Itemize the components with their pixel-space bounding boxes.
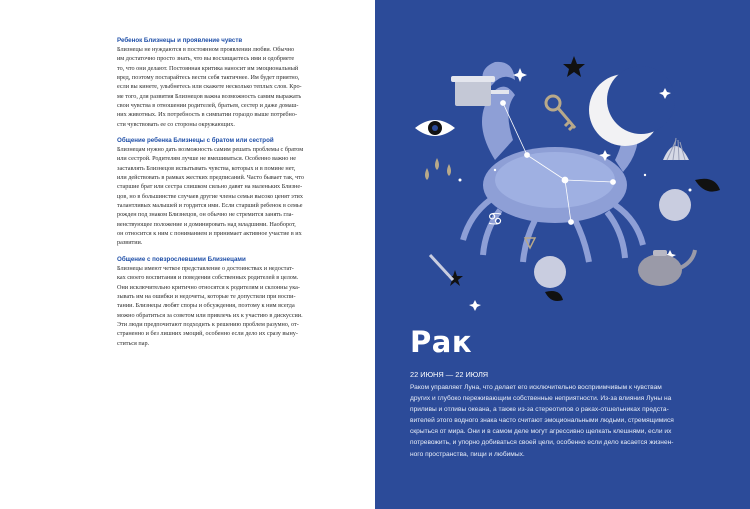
body-line: он относится к ним с пониманием и принимает активное участие в их (117, 230, 302, 238)
section-heading: Общение с повзрослевшими Близнецами (117, 256, 246, 263)
body-line: свои чувства в отношении родителей, братьев, сестер и даже домаш- (117, 102, 299, 110)
body-line: ме того, для развития Близнецов важна возможность самим выражать (117, 92, 302, 100)
body-line: вред, поэтому постарайтесь вести себя тактичнее. Им будет приятно, (117, 74, 300, 82)
body-line: или действовать в рамках жестких предписаний. Часто бывает так, что (117, 174, 304, 182)
sign-dates: 22 ИЮНЯ — 22 ИЮЛЯ (410, 370, 489, 379)
body-line: Близнецы имеют четкое представление о достоинствах и недостат- (117, 265, 294, 272)
body-line: или сестрой. Родителям лучше не вмешиваться. Особенно важно не (117, 155, 297, 163)
body-line: развитии. (117, 239, 143, 247)
body-line: Близнецы не нуждаются в постоянном проявлении любви. Обычно (117, 46, 295, 53)
body-line: тании. Близнецы любят споры и обсуждения, поэтому к ним всегда (117, 302, 295, 310)
water-drops (425, 158, 451, 180)
teapot-icon (638, 250, 695, 286)
body-line: сти чувствовать ее со стороны окружающих. (117, 120, 235, 128)
zodiac-glyph: ♋ (487, 209, 504, 230)
section-heading: Общение ребенка Близнецы с братом или сестрой (117, 137, 274, 144)
section-heading: Ребенок Близнецы и проявление чувств (117, 37, 243, 44)
description-line: скрыться от мира. Они и в самом деле могут агрессивно щелкать клешнями, если их (410, 428, 672, 436)
body-line: Близнецам нужно дать возможность самим решать проблемы с братом (117, 146, 304, 153)
body-line: заставлять Близнецов испытывать чувства, которых и в помине нет, (117, 164, 296, 172)
moon-icon (589, 66, 675, 146)
body-line: если вы кинете, улыбнетесь или скажете несколько теплых слов. Кро- (117, 83, 302, 91)
body-line: венствующее положение и доминировать над младшими. Наоборот, (117, 220, 296, 228)
body-line: им достаточно просто знать, что вы восхищаетесь ими и одобряете (117, 55, 295, 63)
body-line: страненно и без лишних эмоций, особенно если дело их сразу выну- (117, 330, 298, 338)
body-line: ститься пар. (117, 339, 150, 347)
body-line: ках своего воспитания и поведении собственных родителей в целом. (117, 274, 299, 282)
description-line: ного пространства, пищи и любимых. (410, 450, 525, 458)
body-line: Они исключительно критично относятся к родителям и склонны ука- (117, 283, 300, 291)
key-icon (546, 96, 575, 130)
body-line: них животных. Их потребность в симпатии гораздо выше потребно- (117, 111, 298, 119)
body-line: рожден под знаком Близнецов, он обычно не стремится занять гла- (117, 211, 294, 219)
body-line: Эти люди предпочитают подходить к решению проблем разумно, от- (117, 321, 299, 329)
cancer-illustration (375, 0, 750, 320)
sign-description (410, 382, 712, 460)
body-line: старшие брат или сестра слишком сильно давят на маленьких Близне- (117, 183, 303, 191)
sign-title: Рак (410, 325, 473, 359)
description-line: потревожить, и упорно добиваться своей цели, особенно если дело касается жизнен- (410, 439, 674, 447)
description-line: Раком управляет Луна, что делает его исключительно восприимчивым к чувствам (410, 384, 662, 391)
section-grown-up (117, 255, 344, 348)
description-line: приливы и отливы океана, а также из-за стереотипов о раках-отшельниках предста- (410, 406, 669, 414)
description-line: других и глубоко переживающим собственные неприятности. Из-за влияния Луны на (410, 395, 672, 403)
section-siblings (117, 136, 344, 248)
shooting-star-icon (430, 255, 453, 280)
body-line: то, что они делают. Постоянная критика наносит им эмоциональный (117, 64, 299, 72)
eye-icon (415, 120, 455, 136)
shell-icon (663, 138, 689, 160)
body-line: можно обратиться за советом или привлечь их к участию в дискуссии. (117, 311, 303, 319)
body-line: цов, но в большинстве случаев другие члены семьи высоко ценят этих (117, 192, 303, 200)
body-line: зывать им на ошибки и недочеты, которые те допустили при воспи- (117, 293, 296, 301)
section-expressing-feelings (117, 36, 344, 129)
description-line: вителей этого водного знака часто считают эмоциональными людьми, стремящимися (410, 417, 674, 425)
body-line: талантливых малышей и гордятся ими. Если старший ребенок в семье (117, 202, 303, 210)
